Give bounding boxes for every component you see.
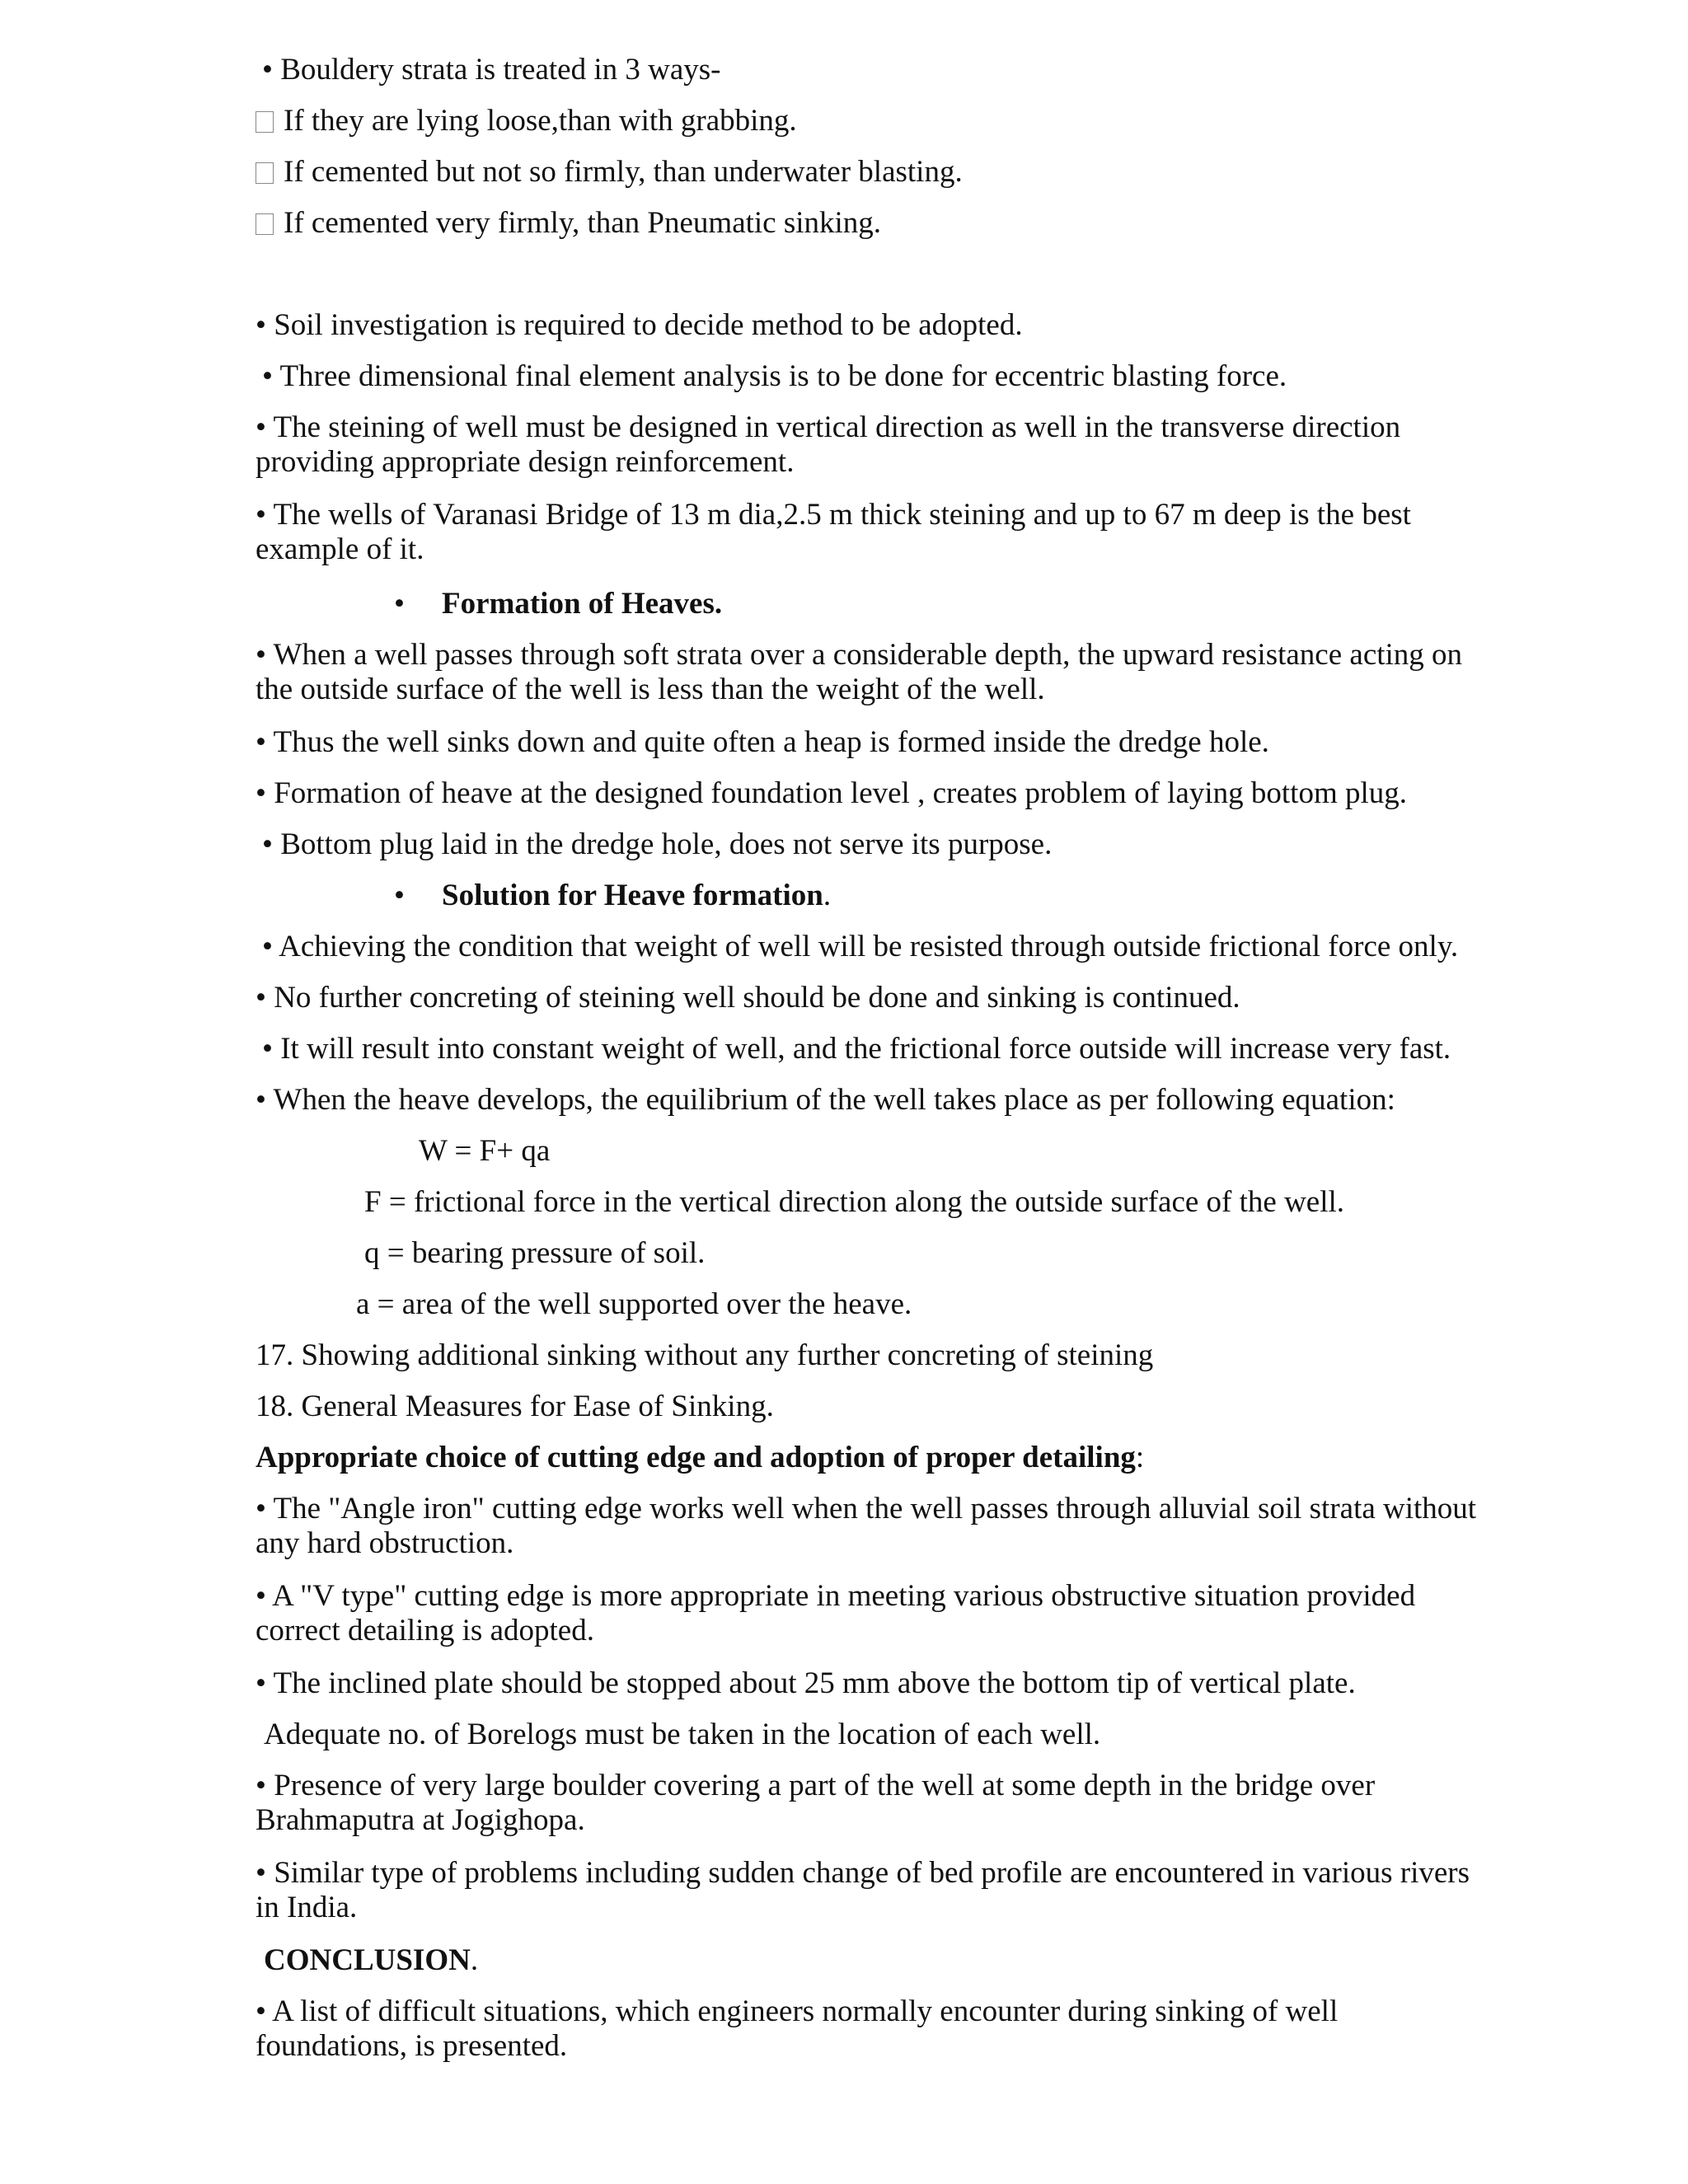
text-paragraph: • A "V type" cutting edge is more appropriate in meeting various obstructive situation provided correct detailing is adopted. <box>256 1579 1416 1647</box>
text-line: • Three dimensional final element analysis is to be done for eccentric blasting force. <box>262 359 1287 393</box>
text-paragraph: • Presence of very large boulder covering a part of the well at some depth in the bridge over Brahmaputra at Jogighopa. <box>256 1769 1376 1837</box>
text-line: • Soil investigation is required to decide method to be adopted. <box>256 308 1023 342</box>
heading-text: CONCLUSION <box>264 1943 471 1977</box>
equation: W = F+ qa <box>419 1134 551 1168</box>
text-line: • Thus the well sinks down and quite often a heap is formed inside the dredge hole. <box>256 725 1269 759</box>
list-item <box>256 206 881 241</box>
checkbox-icon <box>256 111 274 133</box>
equation-term: q = bearing pressure of soil. <box>364 1236 706 1270</box>
text-line: • It will result into constant weight of well, and the frictional force outside will increase very fast. <box>262 1032 1451 1066</box>
heading-text: Formation of Heaves. <box>442 587 723 621</box>
heading-text: Appropriate choice of cutting edge and adoption of proper detailing <box>256 1441 1136 1474</box>
text-line: • The inclined plate should be stopped about 25 mm above the bottom tip of vertical plate. <box>256 1666 1356 1700</box>
text-paragraph: • The steining of well must be designed in vertical direction as well in the transverse direction providing appropriate design reinforcement. <box>256 410 1401 479</box>
bullet: • <box>394 879 405 912</box>
section-heading <box>394 879 831 913</box>
text-line: • No further concreting of steining well should be done and sinking is continued. <box>256 981 1240 1015</box>
numbered-item: 18. General Measures for Ease of Sinking. <box>256 1390 774 1423</box>
text-line: If they are lying loose,than with grabbing. <box>284 104 797 138</box>
heading-trail: . <box>823 879 832 912</box>
text-paragraph: • A list of difficult situations, which engineers normally encounter during sinking of well foundations, is presented. <box>256 1994 1339 2063</box>
list-item <box>256 104 797 138</box>
equation-term: F = frictional force in the vertical direction along the outside surface of the well. <box>364 1185 1345 1219</box>
text-line: • Achieving the condition that weight of well will be resisted through outside frictional force only. <box>262 930 1459 963</box>
text-line: Adequate no. of Borelogs must be taken in the location of each well. <box>264 1718 1101 1751</box>
text-paragraph: • The wells of Varanasi Bridge of 13 m dia,2.5 m thick steining and up to 67 m deep is the best example of it. <box>256 498 1411 566</box>
equation-term: a = area of the well supported over the heave. <box>356 1287 912 1321</box>
checkbox-icon <box>256 162 274 184</box>
heading-text: Solution for Heave formation <box>442 879 823 912</box>
text-paragraph: • Similar type of problems including sudden change of bed profile are encountered in various rivers in India. <box>256 1856 1470 1924</box>
text-line: • Bottom plug laid in the dredge hole, does not serve its purpose. <box>262 827 1053 861</box>
numbered-item: 17. Showing additional sinking without any further concreting of steining <box>256 1338 1154 1372</box>
section-heading <box>256 1441 1144 1475</box>
section-heading <box>264 1943 478 1978</box>
text-paragraph: • When a well passes through soft strata over a considerable depth, the upward resistance acting on the outside surface of the well is less than the weight of the well. <box>256 638 1463 706</box>
text-line: • Formation of heave at the designed foundation level , creates problem of laying bottom plug. <box>256 776 1408 810</box>
text-paragraph: • The "Angle iron" cutting edge works well when the well passes through alluvial soil strata without any hard obstruction. <box>256 1492 1477 1560</box>
heading-trail: . <box>470 1943 479 1977</box>
section-heading <box>394 587 722 621</box>
heading-trail: : <box>1135 1441 1145 1474</box>
checkbox-icon <box>256 213 274 235</box>
list-item <box>256 155 963 190</box>
text-line: If cemented very firmly, than Pneumatic sinking. <box>284 206 882 240</box>
text-line: • Bouldery strata is treated in 3 ways- <box>262 53 721 87</box>
text-line: If cemented but not so firmly, than underwater blasting. <box>284 155 963 189</box>
text-line: • When the heave develops, the equilibrium of the well takes place as per following equation: <box>256 1083 1395 1117</box>
bullet: • <box>394 587 405 621</box>
